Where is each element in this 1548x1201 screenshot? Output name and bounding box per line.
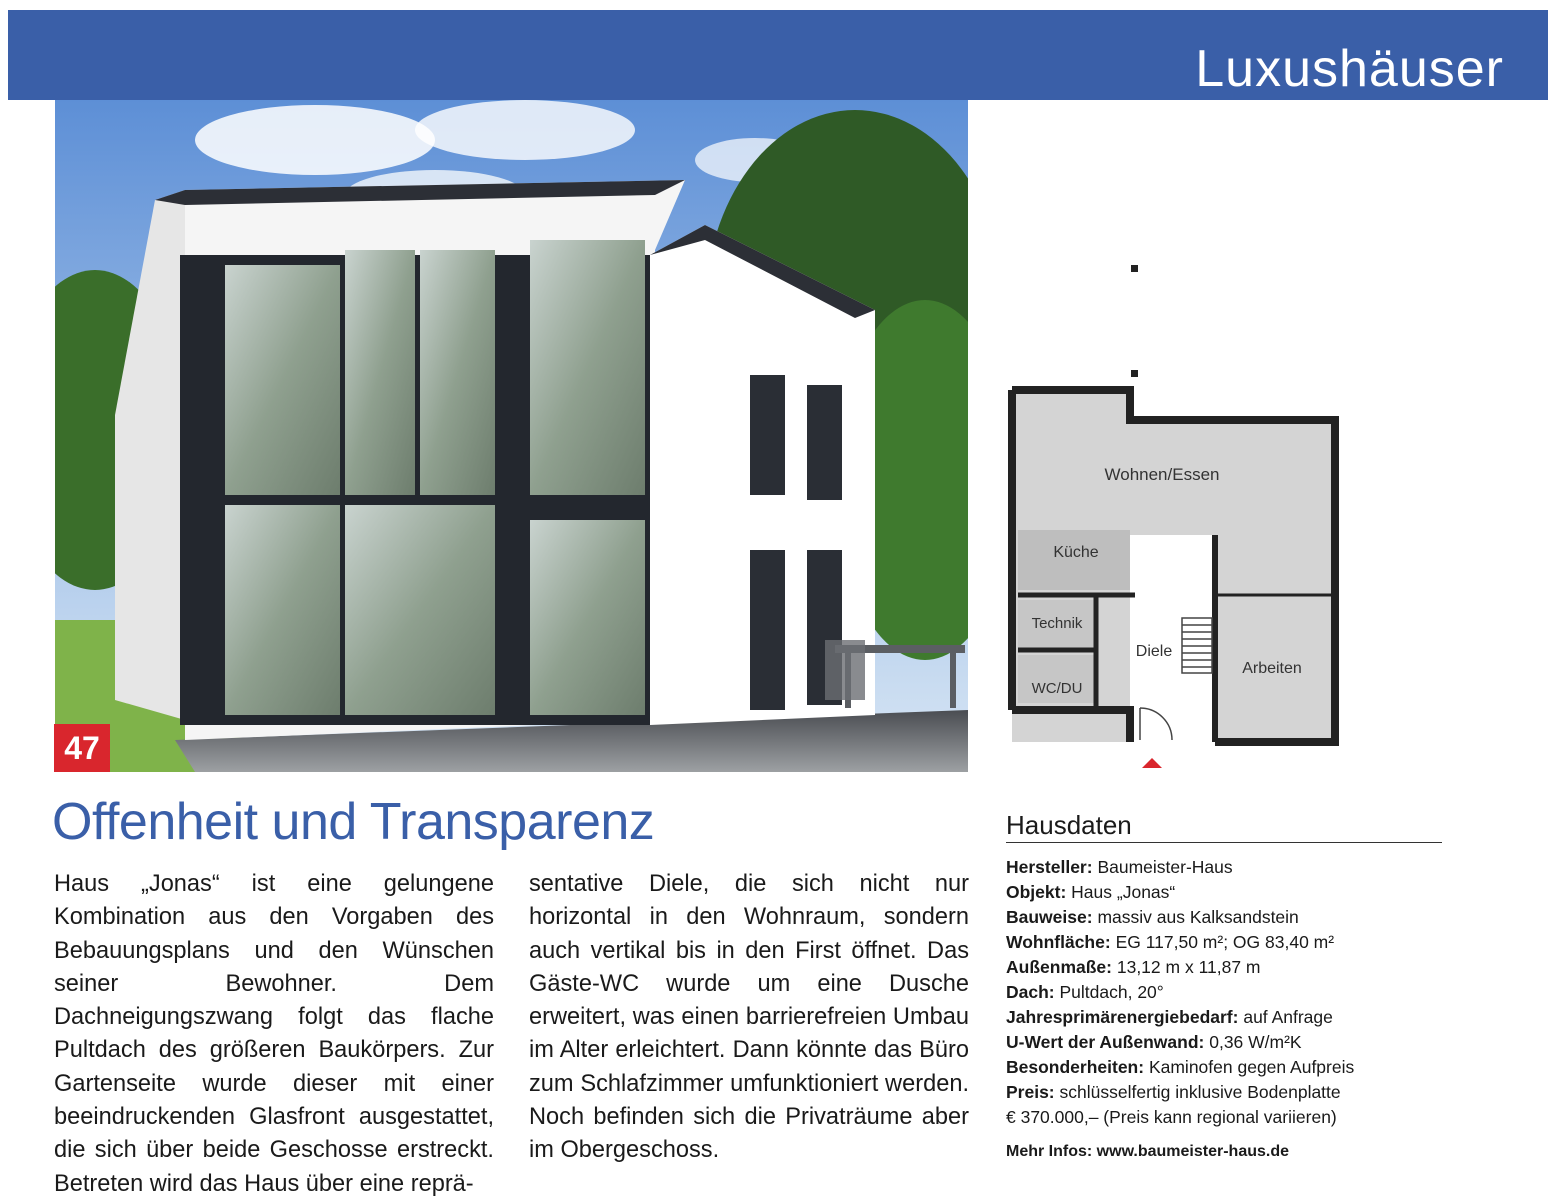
fact-value: EG 117,50 m²; OG 83,40 m² (1115, 932, 1335, 952)
fact-value: schlüsselfertig inklusive Bodenplatte (1059, 1082, 1341, 1102)
article-column-1: Haus „Jonas“ ist eine gelungene Kombination aus den Vorgaben des Bebauungsplans und den Wünschen seiner Bewohner. Dem Dachneigungszwang folgt das flache Pultdach des größeren Baukörpers. Zur Gartenseite wurde dieser mit einer beeindruckenden Glasfront ausgestattet, die sich über beide Geschosse erstreckt. Betreten wird das Haus über eine reprä- (54, 871, 494, 1197)
room-label-diele: Diele (1135, 643, 1173, 660)
fact-row (1006, 855, 1446, 880)
house-photo (55, 100, 968, 772)
fact-row (1006, 905, 1446, 930)
page-number-badge: 47 (54, 724, 110, 772)
fact-row (1006, 1080, 1446, 1105)
article-column-2: sentative Diele, die sich nicht nur horizontal in den Wohnraum, sondern auch vertikal bis in den First öffnet. Das Gäste-WC wurde um eine Dusche erweitert, was einen barrierefreien Umbau im Alter erleichtert. Dann könnte das Büro zum Schlafzimmer umfunktioniert werden. Noch befinden sich die Privaträume aber im Obergeschoss. (529, 871, 969, 1164)
fact-row (1006, 1005, 1446, 1030)
fact-row (1006, 1030, 1446, 1055)
fact-label: Bauweise: (1006, 907, 1093, 927)
fact-row (1006, 1105, 1446, 1130)
fact-value: auf Anfrage (1243, 1007, 1333, 1027)
fact-row (1006, 880, 1446, 905)
room-label-wohnen: Wohnen/Essen (1104, 465, 1220, 484)
fact-value: Haus „Jonas“ (1071, 882, 1176, 902)
fact-value: 0,36 W/m²K (1209, 1032, 1302, 1052)
floor-plan (990, 250, 1350, 780)
hausdaten-list (1006, 855, 1446, 1130)
fact-label: Preis: (1006, 1082, 1055, 1102)
fact-value: Pultdach, 20° (1059, 982, 1164, 1002)
more-info-label: Mehr Infos: (1006, 1143, 1093, 1160)
fact-value: Baumeister-Haus (1097, 857, 1233, 877)
fact-row (1006, 955, 1446, 980)
fact-label: U-Wert der Außenwand: (1006, 1032, 1205, 1052)
fact-row (1006, 980, 1446, 1005)
room-label-arbeiten: Arbeiten (1242, 660, 1302, 677)
more-info-link[interactable]: www.baumeister-haus.de (1096, 1143, 1290, 1160)
fact-label: Außenmaße: (1006, 957, 1112, 977)
fact-row (1006, 1055, 1446, 1080)
fact-value: € 370.000,– (Preis kann regional variieren) (1006, 1107, 1337, 1127)
fact-label: Hersteller: (1006, 857, 1093, 877)
fact-label: Dach: (1006, 982, 1055, 1002)
hausdaten-divider (1006, 842, 1442, 843)
article-headline: Offenheit und Transparenz (52, 793, 655, 851)
fact-label: Objekt: (1006, 882, 1067, 902)
fact-label: Wohnfläche: (1006, 932, 1111, 952)
room-label-kueche: Küche (1053, 544, 1099, 561)
fact-row (1006, 930, 1446, 955)
more-info (1006, 1143, 1289, 1161)
fact-value: Kaminofen gegen Aufpreis (1148, 1057, 1355, 1077)
room-label-wc-du: WC/DU (1031, 680, 1083, 697)
fact-label: Besonderheiten: (1006, 1057, 1145, 1077)
room-label-technik: Technik (1031, 615, 1083, 632)
section-title: Luxushäuser (1195, 40, 1504, 98)
fact-value: 13,12 m x 11,87 m (1116, 957, 1261, 977)
fact-label: Jahresprimärenergiebedarf: (1006, 1007, 1239, 1027)
hausdaten-title: Hausdaten (1006, 810, 1132, 840)
fact-value: massiv aus Kalksandstein (1097, 907, 1299, 927)
